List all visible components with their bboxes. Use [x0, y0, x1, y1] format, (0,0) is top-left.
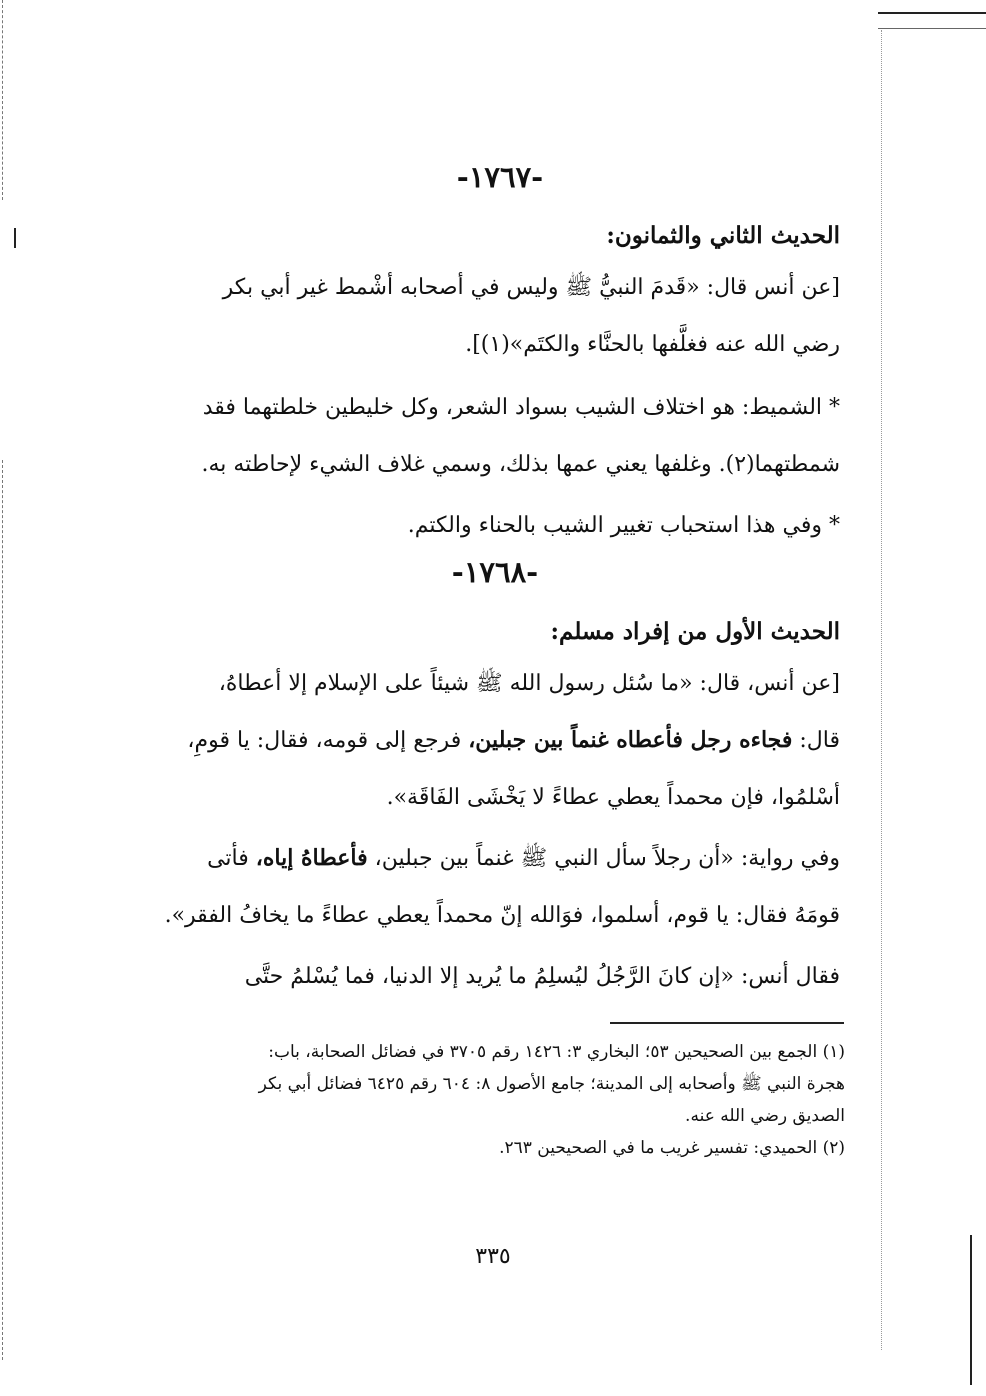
hadith-heading: الحديث الثاني والثمانون: — [606, 222, 840, 249]
footnote-line: (١) الجمع بين الصحيحين ٥٣؛ البخاري ٣: ١٤٢٦ رقم ٣٧٠٥ في فضائل الصحابة، باب: — [268, 1042, 845, 1062]
commentary-note — [140, 379, 840, 493]
text-line — [140, 830, 840, 887]
commentary-note: * وفي هذا استحباب تغيير الشيب بالحناء والكتم. — [407, 513, 840, 538]
hadith-1767-body — [140, 222, 840, 554]
page-number: ٣٣٥ — [475, 1244, 511, 1269]
hadith-number: -١٧٦٧- — [456, 160, 544, 194]
text-run: فرجع إلى قومه، فقال: يا قومِ، — [187, 728, 469, 753]
text-line: شمطتهما(٢). وغلفها يعني عمها بذلك، وسمي غلاف الشيء لإحاطته به. — [201, 452, 840, 477]
hadith-number: -١٧٦٨- — [451, 555, 539, 589]
text-line: قومَهُ فقال: يا قوم، أسلموا، فوَالله إنّ محمداً يعطي عطاءً ما يخافُ الفقر». — [164, 903, 840, 928]
scan-edge-top-right — [878, 12, 986, 14]
text-run: قال: — [792, 728, 840, 753]
text-line — [140, 712, 840, 769]
text-run: فأتى — [207, 846, 256, 871]
hadith-text — [140, 655, 840, 826]
hadith-heading: الحديث الأول من إفراد مسلم: — [550, 618, 840, 645]
bold-text-run: فجاءه رجل فأعطاه غنماً بين جبلين، — [468, 727, 793, 753]
scan-edge-top-right-2 — [878, 28, 986, 29]
text-run: وفي رواية: «أن رجلاً سأل النبي ﷺ غنماً بين جبلين، — [367, 846, 840, 871]
footnote-line: هجرة النبي ﷺ وأصحابه إلى المدينة؛ جامع الأصول ٨: ٦٠٤ رقم ٦٤٢٥ فضائل أبي بكر — [258, 1074, 845, 1094]
text-line: [عن أنس قال: «قَدمَ النبيُّ ﷺ وليس في أصحابه أشْمط غير أبي بكر — [222, 275, 840, 300]
scan-edge-right-bottom — [970, 1235, 972, 1385]
scan-edge-left — [2, 0, 4, 200]
footnotes — [135, 1036, 845, 1164]
text-line: [عن أنس، قال: «ما سُئل رسول الله ﷺ شيئاً على الإسلام إلا أعطاهُ، — [218, 671, 840, 696]
scan-edge-right — [881, 30, 883, 1350]
footnote-line: (٢) الحميدي: تفسير غريب ما في الصحيحين ٢٦٣. — [499, 1138, 845, 1158]
text-line: * الشميط: هو اختلاف الشيب بسواد الشعر، وكل خليطين خلطتهما فقد — [202, 395, 840, 420]
footnote-line: الصديق رضي الله عنه. — [685, 1106, 845, 1126]
hadith-text — [140, 259, 840, 373]
text-line: رضي الله عنه فغلَّفها بالحنَّاء والكتَم»(١)]. — [465, 332, 840, 357]
scan-edge-left-mark — [14, 228, 16, 248]
hadith-text: فقال أنس: «إن كانَ الرَّجُلُ ليُسلِمُ ما يُريد إلا الدنيا، فما يُسْلمُ حتَّى — [244, 964, 840, 989]
bold-text-run: فأعطاهُ إياه، — [255, 845, 368, 871]
hadith-variant — [140, 830, 840, 944]
scan-edge-left-lower — [2, 460, 4, 1360]
footnote-separator — [610, 1022, 844, 1024]
text-line: أسْلمُوا، فإن محمداً يعطي عطاءً لا يَخْشَى الفَاقَة». — [386, 785, 840, 810]
hadith-1768-body — [140, 618, 840, 1005]
